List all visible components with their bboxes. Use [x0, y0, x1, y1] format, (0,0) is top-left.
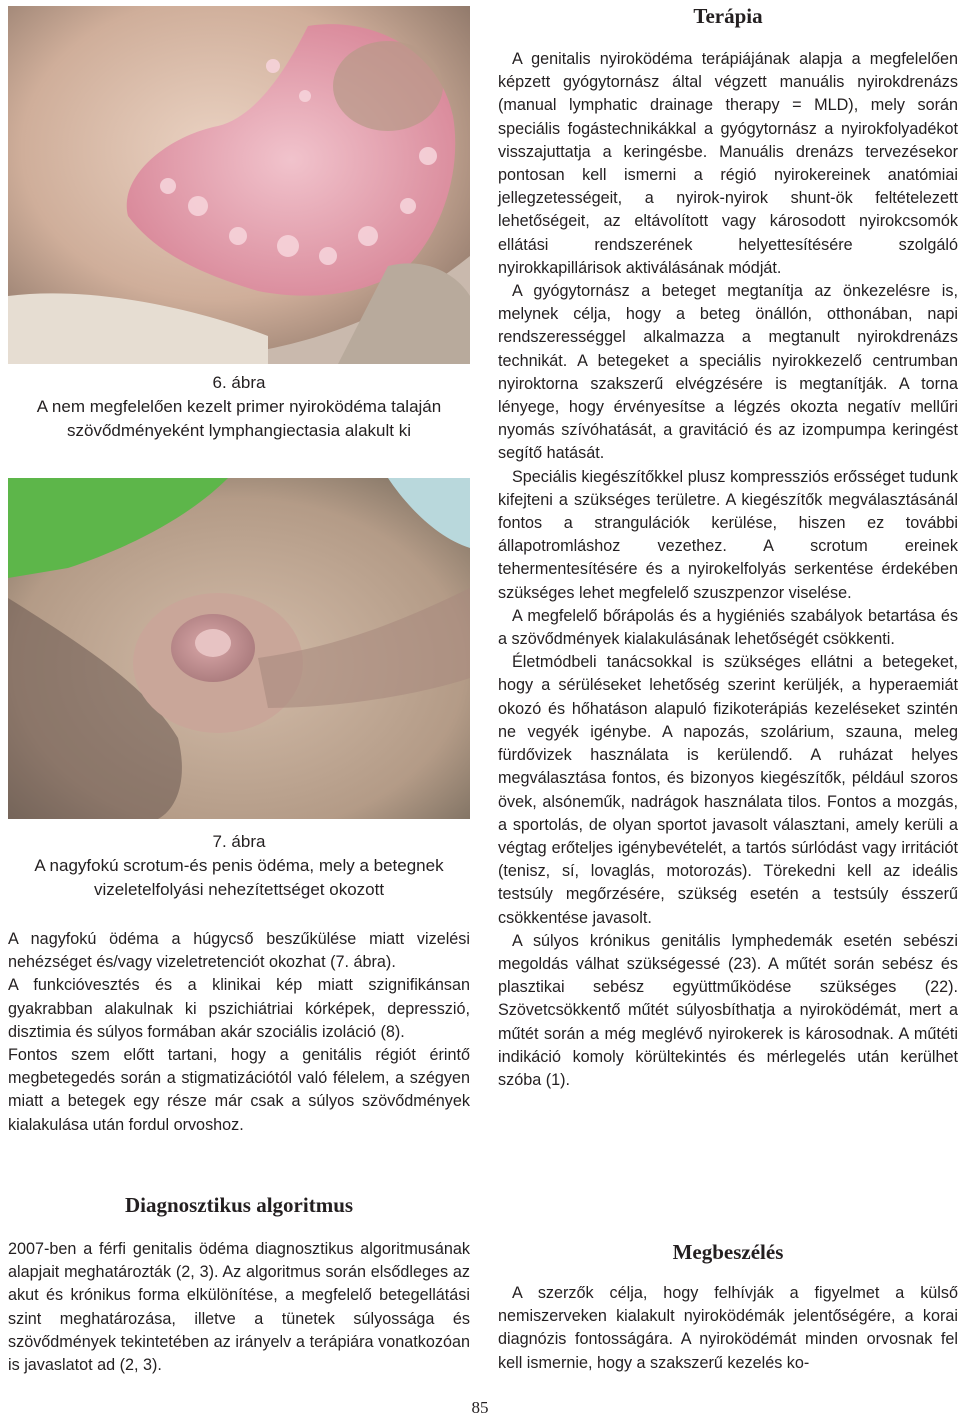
- terapia-body-text: [498, 48, 958, 1092]
- paragraph: A gyógytornász a beteget megtanítja az önkezelésre is, melynek célja, hogy a beteg önállón, otthonában, napi rendszerességgel alkalmazza a megtanult nyirokdrenázs technikát. A betegeket a speciális nyirokkezelő centrumban nyiroktorna szakszerű elvégzésére is megtanítják. A torna lényege, hogy érvényesítse a légzés okozta negatív mellűri nyomás szívóhatását, a gravitáció és az izompumpa keringést segítő hatását.: [498, 282, 958, 463]
- figure-7-caption-text: A nagyfokú scrotum-és penis ödéma, mely a betegnek vizeletelfolyási nehezítettséget okozott: [34, 856, 444, 899]
- paragraph: A súlyos krónikus genitális lymphedemák esetén sebészi megoldás válhat szükségessé (23). A műtét során sebész és plasztikai sebész együttműködése szükséges (22). Szövetcsökkentő műtét súlyosbíthatja a nyiroködémát, mert a műtét során a még meglévő nyirokerek is károsodnak. A műtéti indikáció komoly körültekintés és mérlegelés után kerülhet szóba (1).: [498, 931, 958, 1089]
- paragraph: A szerzők célja, hogy felhívják a figyelmet a külső nemiszerveken kialakult nyiroködémák jelentőségére, a korai diagnózis fontosságára. A nyiroködémát minden orvosnak fel kell ismernie, hogy a szakszerű kezelés ko-: [498, 1284, 958, 1372]
- paragraph: A nagyfokú ödéma a húgycső beszűkülése miatt vizelési nehézséget és/vagy vizeletretenciót okozhat (7. ábra).: [8, 930, 470, 972]
- paragraph: Életmódbeli tanácsokkal is szükséges ellátni a betegeket, hogy a sérüléseket lehetőség szerint kerüljék, a hyperaemiát okozó és hőhatáson alapuló fizikoterápiás kezeléseket szintén ne vegyék igénybe. A napozás, szolárium, szauna, meleg fürdővizek használata is kerülendő. A ruházat helyes megválasztása fontos, és bizonyos kiegészítők, például szoros övek, alsóneműk, nadrágok használata tilos. Fontos a mozgás, a sportolás, de olyan sportot javasolt választani, amely kerüli a végtag erőteljes igénybevételét, a tartós súrlódást vagy irritációt (tenisz, sí, lovaglás, motorozás). Törekedni kell az ideális testsúly megőrzésére, szükség esetén a testsúly ésszerű csökkentése javasolt.: [498, 653, 958, 927]
- section-heading-algoritmus: Diagnosztikus algoritmus: [124, 1193, 354, 1217]
- figure-6-number: 6. ábra: [212, 373, 266, 392]
- paragraph: Fontos szem előtt tartani, hogy a genitális régiót érintő megbetegedés során a stigmatizációtól való félelem, a szégyen miatt a betegek egy része már csak a súlyos szövődmények kialakulása után fordul orvoshoz.: [8, 1046, 470, 1134]
- page-number: 85: [471, 1398, 489, 1417]
- section-heading-megbeszeles: Megbeszélés: [672, 1240, 784, 1264]
- figure-7-caption: [8, 830, 470, 902]
- megbeszeles-body-text: [498, 1282, 958, 1375]
- paragraph: A megfelelő bőrápolás és a hygiéniés szabályok betartása és a szövődmények kialakulásának lehetőségét csökkenti.: [498, 606, 958, 649]
- paragraph: Speciális kiegészítőkkel plusz kompressziós erősséget tudunk kifejteni a szükséges területre. A kiegészítők megválasztásánál fontos a strangulációk kerülése, hiszen ez további állapotromláshoz vezethez. A scrotum ereinek tehermentesítésére és a nyirokelfolyás serkentése érdekében szükséges lehet megfelelő szuszpenzor viselése.: [498, 467, 958, 602]
- paragraph: A funkcióvesztés és a klinikai kép miatt szignifikánsan gyakrabban alakulnak ki pszichiátriai kórképek, depresszió, disztimia és súlyos formában akár szociális izoláció (8).: [8, 976, 470, 1041]
- figure-6-caption-text: A nem megfelelően kezelt primer nyiroködéma talaján szövődményeként lymphangiectasia alakult ki: [36, 397, 442, 440]
- paragraph: A genitalis nyiroködéma terápiájának alapja a megfelelően képzett gyógytornász által végzett manuális nyirokdrenázs (manual lymphatic drainage therapy = MLD), mely során speciális fogástechnikákkal a gyógytornász a nyirokfolyadékot visszajuttatja a keringésbe. Manuális drenázs tervezésekor pontosan kell ismerni a régió nyirokereinek anatómiai jellegzetességeit, a nyirok-nyirok shunt-ök feltételezett lehetőségeit, az eltávolított vagy károsodott nyirokcsomók ellátási rendszerének helyettesítésére szolgáló nyirokkapillárisok aktiválásának módját.: [498, 50, 958, 277]
- figure-7-photo: [8, 478, 470, 819]
- figure-6-caption: [8, 371, 470, 443]
- section-heading-terapia: Terápia: [693, 4, 763, 28]
- paragraph: 2007-ben a férfi genitalis ödéma diagnosztikus algoritmusának alapjait meghatározták (2, 3). Az algoritmus során elsődleges az akut és krónikus forma elkülönítése, a megfelelő betegellátási szint meghatározása, illetve a tünetek súlyossága és szövődmények tekintetében az irányelv a terápiára vonatkozóan is javaslatot ad (2, 3).: [8, 1240, 470, 1375]
- figure-6-photo: [8, 6, 470, 364]
- left-body-text: [8, 928, 470, 1137]
- algoritmus-body-text: [8, 1238, 470, 1377]
- figure-7-number: 7. ábra: [212, 832, 266, 851]
